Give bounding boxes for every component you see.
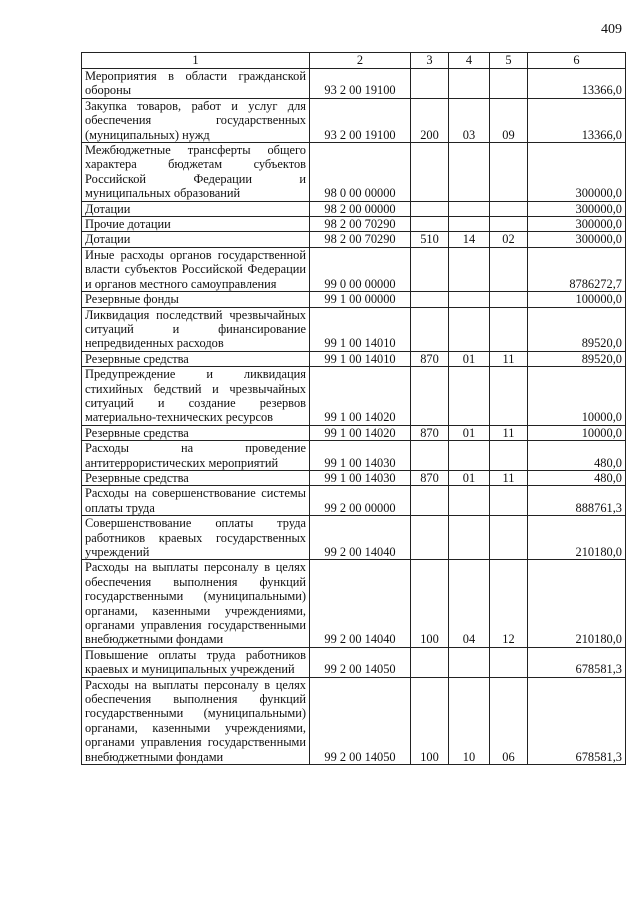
cell-expense-type <box>411 143 449 202</box>
cell-name: Мероприятия в области гражданской обороны <box>82 69 310 99</box>
cell-code: 99 1 00 14030 <box>310 441 411 471</box>
cell-expense-type: 510 <box>411 232 449 247</box>
cell-code: 99 2 00 14040 <box>310 516 411 560</box>
cell-name: Расходы на выплаты персоналу в целях обеспечения выполнения функций государственными (муниципальными) органами, казенными учреждениями, органами управления государственными внебюджетными фондами <box>82 560 310 647</box>
cell-name: Закупка товаров, работ и услуг для обеспечения государственных (муниципальных) нужд <box>82 98 310 142</box>
cell-amount: 8786272,7 <box>528 247 626 291</box>
cell-expense-type <box>411 69 449 99</box>
cell-amount: 210180,0 <box>528 560 626 647</box>
cell-amount: 89520,0 <box>528 351 626 366</box>
cell-subsection: 11 <box>490 351 528 366</box>
cell-amount: 480,0 <box>528 470 626 485</box>
cell-code: 98 2 00 00000 <box>310 201 411 216</box>
cell-expense-type <box>411 486 449 516</box>
cell-subsection <box>490 486 528 516</box>
cell-code: 98 2 00 70290 <box>310 232 411 247</box>
cell-amount: 10000,0 <box>528 425 626 440</box>
cell-section: 01 <box>449 425 490 440</box>
cell-code: 99 1 00 14020 <box>310 425 411 440</box>
cell-subsection <box>490 516 528 560</box>
table-body <box>82 69 626 765</box>
table-row <box>82 367 626 426</box>
table-row <box>82 143 626 202</box>
cell-section: 14 <box>449 232 490 247</box>
page-number: 409 <box>601 22 622 37</box>
cell-name: Прочие дотации <box>82 217 310 232</box>
cell-expense-type <box>411 367 449 426</box>
cell-expense-type: 100 <box>411 677 449 764</box>
cell-code: 99 1 00 14010 <box>310 307 411 351</box>
cell-amount: 300000,0 <box>528 143 626 202</box>
cell-name: Резервные средства <box>82 470 310 485</box>
cell-subsection: 06 <box>490 677 528 764</box>
cell-subsection <box>490 143 528 202</box>
cell-section <box>449 486 490 516</box>
cell-expense-type: 100 <box>411 560 449 647</box>
table-row <box>82 647 626 677</box>
cell-section <box>449 292 490 307</box>
cell-expense-type <box>411 307 449 351</box>
table-row <box>82 560 626 647</box>
cell-amount: 100000,0 <box>528 292 626 307</box>
cell-amount: 678581,3 <box>528 647 626 677</box>
cell-section <box>449 69 490 99</box>
cell-name: Расходы на проведение антитеррористических мероприятий <box>82 441 310 471</box>
cell-subsection <box>490 217 528 232</box>
cell-name: Резервные средства <box>82 351 310 366</box>
cell-name: Иные расходы органов государственной власти субъектов Российской Федерации и органов местного самоуправления <box>82 247 310 291</box>
cell-subsection <box>490 247 528 291</box>
cell-section <box>449 143 490 202</box>
cell-amount: 300000,0 <box>528 232 626 247</box>
cell-expense-type <box>411 247 449 291</box>
cell-expense-type: 200 <box>411 98 449 142</box>
cell-expense-type <box>411 516 449 560</box>
table-row <box>82 486 626 516</box>
cell-expense-type: 870 <box>411 425 449 440</box>
cell-section <box>449 647 490 677</box>
cell-code: 98 0 00 00000 <box>310 143 411 202</box>
cell-section <box>449 441 490 471</box>
cell-name: Резервные фонды <box>82 292 310 307</box>
cell-subsection <box>490 367 528 426</box>
cell-subsection: 11 <box>490 470 528 485</box>
cell-subsection: 02 <box>490 232 528 247</box>
cell-name: Предупреждение и ликвидация стихийных бедствий и чрезвычайных ситуаций и создание резервов материально-технических ресурсов <box>82 367 310 426</box>
cell-name: Резервные средства <box>82 425 310 440</box>
cell-name: Дотации <box>82 201 310 216</box>
cell-subsection <box>490 201 528 216</box>
cell-name: Ликвидация последствий чрезвычайных ситуаций и финансирование непредвиденных расходов <box>82 307 310 351</box>
cell-amount: 89520,0 <box>528 307 626 351</box>
header-col-3: 3 <box>411 53 449 69</box>
table-row <box>82 351 626 366</box>
cell-code: 93 2 00 19100 <box>310 69 411 99</box>
table-row <box>82 201 626 216</box>
cell-name: Повышение оплаты труда работников краевых и муниципальных учреждений <box>82 647 310 677</box>
cell-code: 99 1 00 14010 <box>310 351 411 366</box>
cell-amount: 300000,0 <box>528 217 626 232</box>
table-row <box>82 470 626 485</box>
cell-name: Дотации <box>82 232 310 247</box>
cell-code: 99 0 00 00000 <box>310 247 411 291</box>
cell-code: 98 2 00 70290 <box>310 217 411 232</box>
cell-name: Расходы на совершенствование системы оплаты труда <box>82 486 310 516</box>
cell-amount: 480,0 <box>528 441 626 471</box>
cell-name: Межбюджетные трансферты общего характера бюджетам субъектов Российской Федерации и муниципальных образований <box>82 143 310 202</box>
cell-amount: 210180,0 <box>528 516 626 560</box>
cell-expense-type: 870 <box>411 470 449 485</box>
table-row <box>82 425 626 440</box>
cell-section <box>449 247 490 291</box>
cell-code: 99 1 00 14030 <box>310 470 411 485</box>
table-row <box>82 292 626 307</box>
cell-name: Совершенствование оплаты труда работников краевых государственных учреждений <box>82 516 310 560</box>
cell-section <box>449 201 490 216</box>
table-row <box>82 441 626 471</box>
cell-name: Расходы на выплаты персоналу в целях обеспечения выполнения функций государственными (муниципальными) органами, казенными учреждениями, органами управления государственными внебюджетными фондами <box>82 677 310 764</box>
table-header-row <box>82 53 626 69</box>
cell-expense-type <box>411 441 449 471</box>
header-col-5: 5 <box>490 53 528 69</box>
cell-subsection <box>490 647 528 677</box>
budget-table <box>81 52 626 765</box>
cell-subsection <box>490 292 528 307</box>
cell-expense-type <box>411 201 449 216</box>
cell-section: 01 <box>449 470 490 485</box>
header-col-1: 1 <box>82 53 310 69</box>
cell-code: 99 1 00 00000 <box>310 292 411 307</box>
header-col-4: 4 <box>449 53 490 69</box>
header-col-2: 2 <box>310 53 411 69</box>
cell-amount: 888761,3 <box>528 486 626 516</box>
cell-subsection <box>490 441 528 471</box>
header-col-6: 6 <box>528 53 626 69</box>
cell-expense-type <box>411 647 449 677</box>
cell-amount: 13366,0 <box>528 98 626 142</box>
table-row <box>82 98 626 142</box>
cell-section <box>449 217 490 232</box>
cell-expense-type: 870 <box>411 351 449 366</box>
cell-section: 10 <box>449 677 490 764</box>
table-row <box>82 307 626 351</box>
cell-section: 01 <box>449 351 490 366</box>
cell-expense-type <box>411 217 449 232</box>
cell-amount: 300000,0 <box>528 201 626 216</box>
cell-section: 03 <box>449 98 490 142</box>
table-row <box>82 69 626 99</box>
cell-code: 99 2 00 14050 <box>310 677 411 764</box>
cell-code: 99 2 00 14040 <box>310 560 411 647</box>
cell-subsection: 12 <box>490 560 528 647</box>
cell-subsection: 11 <box>490 425 528 440</box>
cell-subsection <box>490 307 528 351</box>
table-row <box>82 677 626 764</box>
table-row <box>82 516 626 560</box>
cell-section <box>449 307 490 351</box>
cell-code: 99 2 00 00000 <box>310 486 411 516</box>
cell-section <box>449 516 490 560</box>
cell-subsection <box>490 69 528 99</box>
table-row <box>82 217 626 232</box>
cell-section: 04 <box>449 560 490 647</box>
cell-subsection: 09 <box>490 98 528 142</box>
table-row <box>82 232 626 247</box>
cell-expense-type <box>411 292 449 307</box>
cell-amount: 13366,0 <box>528 69 626 99</box>
cell-code: 99 1 00 14020 <box>310 367 411 426</box>
cell-code: 99 2 00 14050 <box>310 647 411 677</box>
cell-amount: 678581,3 <box>528 677 626 764</box>
cell-code: 93 2 00 19100 <box>310 98 411 142</box>
cell-section <box>449 367 490 426</box>
cell-amount: 10000,0 <box>528 367 626 426</box>
table-row <box>82 247 626 291</box>
